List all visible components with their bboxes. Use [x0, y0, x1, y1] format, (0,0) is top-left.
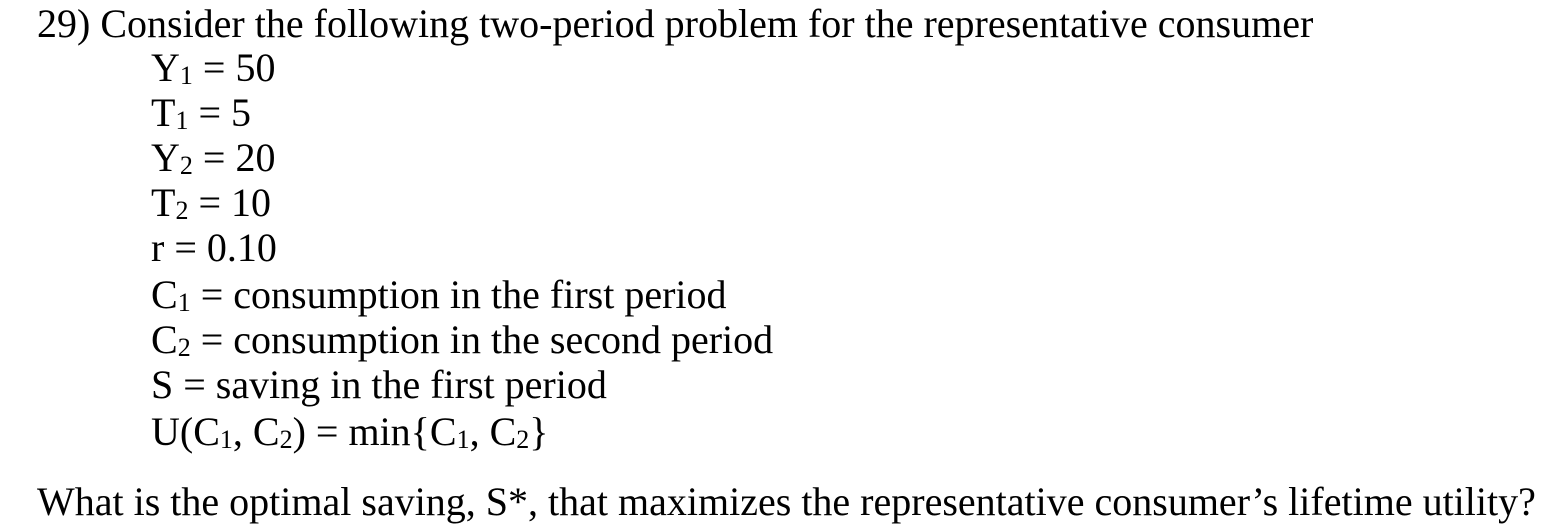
- utility-function: $U(C_1$, $C_2) = \min\{C_1$, $C_2$}: [151, 409, 549, 454]
- given-y2: $Y_2 = 20$: [151, 135, 276, 180]
- question-prompt: What is the optimal saving, S*, that maximizes the representative consumer’s lifetime utility?: [37, 479, 1536, 524]
- given-t1: $T_1 = 5$: [151, 90, 251, 135]
- given-c2: $C_2$ = consumption in the second period: [151, 317, 774, 362]
- given-r: r = 0.10: [151, 225, 277, 270]
- given-t2: $T_2 = 10$: [151, 180, 271, 225]
- given-s: S = saving in the first period: [151, 362, 607, 407]
- given-y1: $Y_1 = 50$: [151, 45, 276, 90]
- question-title: 29) Consider the following two-period problem for the representative consumer: [37, 1, 1314, 46]
- given-c1: $C_1$ = consumption in the first period: [151, 272, 727, 317]
